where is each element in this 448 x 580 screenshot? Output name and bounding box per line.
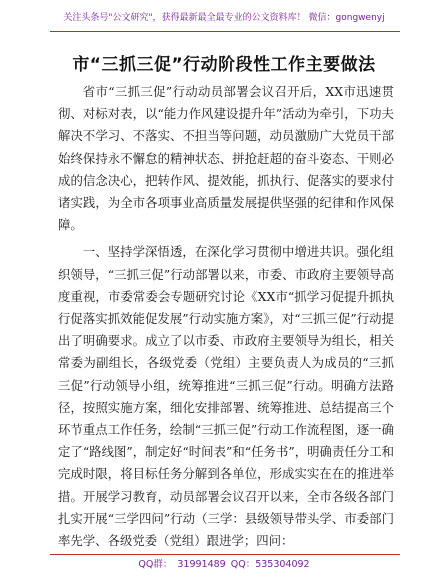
document-title: 市“三抓三促”行动阶段性工作主要做法 — [72, 55, 376, 75]
paragraph-intro: 省市“三抓三促”行动动员部署会议召开后，XX市迅速贯彻、对标对表，以“能力作风建设提升年”活动为牵引，下功夫解决不学习、不落实、不担当等问题，动员激励广大党员干部始终保持永不懈怠的精神状态、拼抢赶超的奋斗姿态、干则必成的信念决心，把转作风、提效能，抓执行、促落实的要求付诸实践，为全市各项事业高质量发展提供坚强的纪律和作风保障。 — [58, 84, 394, 233]
document-body — [58, 81, 394, 552]
promo-banner: 关注头条号"公文研究"，获得最新最全最专业的公文资料库！ 微信：gongwenyj — [63, 13, 385, 23]
paragraph-section-1: 一、坚持学深悟透，在深化学习贯彻中增进共识。强化组织领导，“三抓三促”行动部署以来，市委、市政府主要领导高度重视，市委常委会专题研究讨论《XX市“抓学习促提升抓执行促落实抓效能促发展”行动实施方案》，对“三抓三促”行动提出了明确要求。成立了以市委、市政府主要领导为组长，相关常委为副组长，各级党委（党组）主要负责人为成员的“三抓三促”行动领导小组，统筹推进“三抓三促”行动。明确方法路径，按照实施方案，细化安排部署、统筹推进、总结提高三个环节重点工作任务，绘制“三抓三促”行动工作流程图，逐一确定了“路线图”，制定好“时间表”和“任务书”，明确责任分工和完成时限，将目标任务分解到各单位，形成实实在在的推进举措。开展学习教育，动员部署会议召开以来，全市各级各部门扎实开展“三学四问”行动（三学：县级领导带头学、市委部门率先学、各级党委（党组）跟进学；四问： — [58, 244, 394, 549]
header-divider — [50, 31, 400, 32]
footer-divider — [50, 554, 400, 555]
contact-footer: QQ群： 31991489 QQ：535304092 — [138, 559, 310, 570]
